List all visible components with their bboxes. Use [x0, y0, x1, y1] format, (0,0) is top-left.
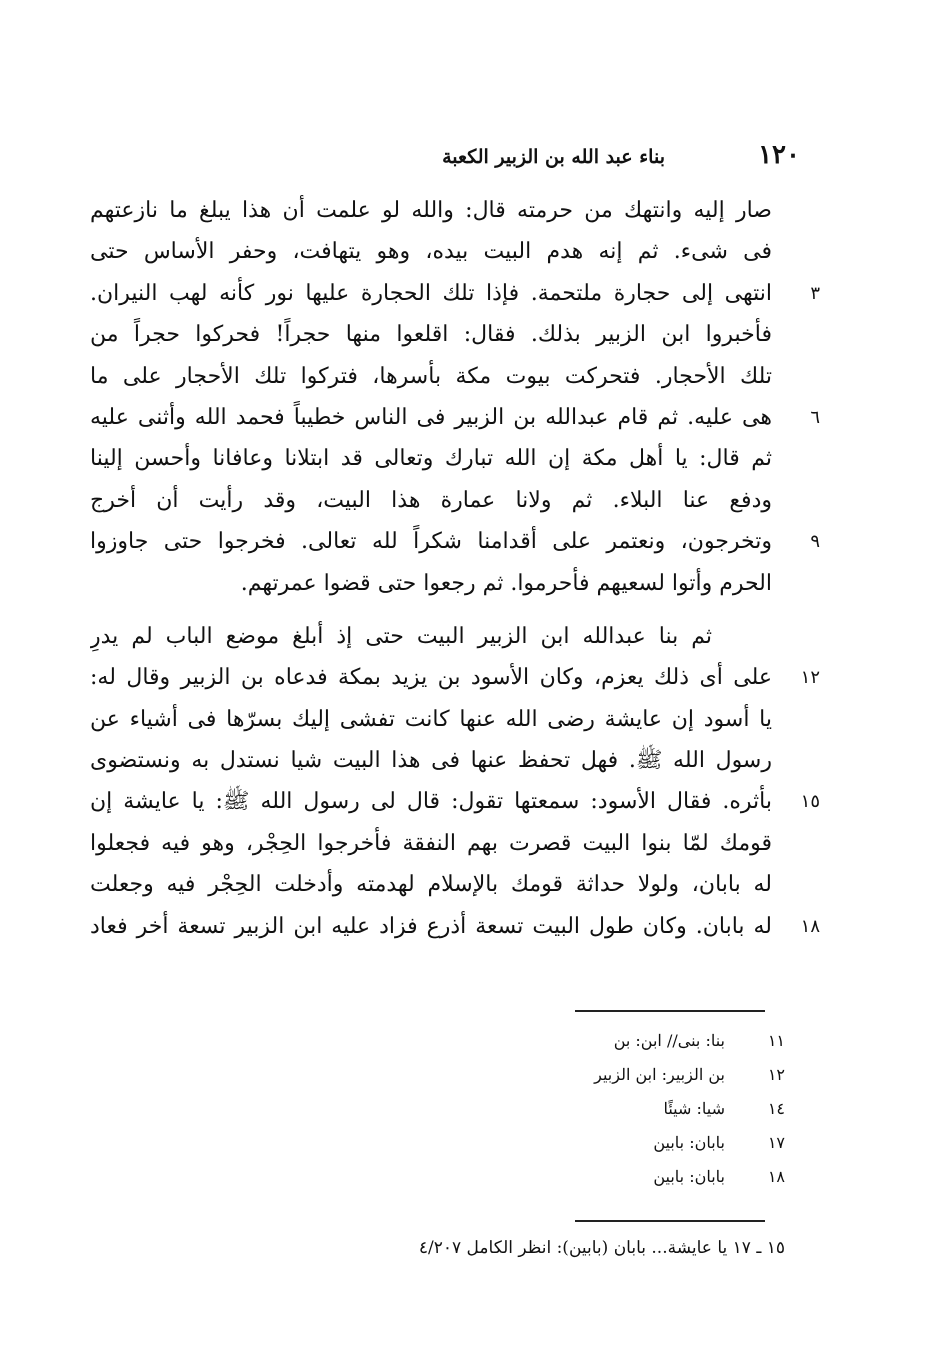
variant-text: بنا: بنى// ابن: بن [613, 1031, 725, 1050]
text-line [90, 864, 820, 905]
footnote: ١٥ ـ ١٧ يا عايشة... بابان (بابين): انظر الكامل ٤/٢٠٧ [418, 1238, 785, 1258]
main-text [90, 190, 820, 947]
line-number: ١٢ [800, 667, 820, 689]
variant-line-number: ١١ [767, 1031, 785, 1050]
line-text: بأثره. فقال الأسود: سمعتها تقول: قال لى رسول الله ﷺ: يا عايشة إن [90, 789, 772, 815]
variant-text: بابان: بابين [653, 1133, 725, 1152]
text-line [90, 563, 820, 604]
footnote-divider [575, 1220, 765, 1222]
text-line [90, 314, 820, 355]
line-text: قومك لمّا بنوا البيت قصرت بهم النفقة فأخرجوا الحِجْر، وهو فيه فجعلوا [90, 830, 772, 856]
text-line [90, 657, 820, 698]
text-line [90, 616, 820, 657]
text-line [90, 480, 820, 521]
text-line [90, 699, 820, 740]
variant-line-number: ١٤ [767, 1099, 785, 1118]
line-text: انتهى إلى حجارة ملتحمة. فإذا تلك الحجارة عليها نور كأنه لهب النيران. [90, 280, 772, 306]
line-text: فأخبروا ابن الزبير بذلك. فقال: اقلعوا منها حجراً! فحركوا حجراً من [90, 322, 772, 348]
line-text: ثم بنا عبدالله ابن الزبير البيت حتى إذ أبلغ موضع الباب لم يدرِ [90, 623, 712, 649]
line-text: ودفع عنا البلاء. ثم ولانا عمارة هذا البيت، وقد رأيت أن أخرج [90, 487, 772, 513]
variant-line-number: ١٨ [767, 1167, 785, 1186]
text-line [90, 740, 820, 781]
line-text: يا أسود إن عايشة رضى الله عنها كانت تفشى إليك بسرّها فى أشياء عن [90, 706, 772, 732]
variant-entry [560, 1058, 785, 1092]
variant-text: بن الزبير: ابن الزبير [594, 1065, 725, 1084]
line-number: ١٥ [800, 791, 820, 813]
line-number: ٦ [810, 406, 820, 428]
line-text: على أى ذلك يعزم، وكان الأسود بن يزيد بمكة فدعاه بن الزبير وقال له: [90, 665, 772, 691]
apparatus-divider [575, 1010, 765, 1012]
text-line [90, 781, 820, 822]
line-number: ٩ [810, 531, 820, 553]
line-text: فى شىء. ثم إنه هدم البيت بيده، وهو يتهافت، وحفر الأساس حتى [90, 239, 772, 265]
line-text: رسول الله ﷺ. فهل تحفظ عنها فى هذا البيت شيا نستدل به ونستضوى [90, 748, 772, 774]
line-number: ١٨ [800, 915, 820, 937]
variant-readings [560, 1024, 785, 1194]
text-line [90, 231, 820, 272]
page-number: ١٢٠ [758, 140, 800, 170]
variant-entry [560, 1092, 785, 1126]
text-line [90, 521, 820, 562]
variant-line-number: ١٧ [767, 1133, 785, 1152]
running-title: بناء عبد الله بن الزبير الكعبة [442, 146, 665, 168]
text-line [90, 438, 820, 479]
variant-entry [560, 1160, 785, 1194]
text-line [90, 397, 820, 438]
line-number: ٣ [810, 282, 820, 304]
variant-entry [560, 1126, 785, 1160]
line-text: ثم قال: يا أهل مكة إن الله تبارك وتعالى قد ابتلانا وعافانا وأحسن إلينا [90, 446, 772, 472]
line-text: صار إليه وانتهك من حرمته قال: والله لو علمت أن هذا يبلغ ما نازعتهم [90, 198, 772, 223]
paragraph-gap [90, 604, 820, 616]
variant-line-number: ١٢ [767, 1065, 785, 1084]
line-text: له بابان، ولولا حداثة قومك بالإسلام لهدمته وأدخلت الحِجْر فيه وجعلت [90, 872, 772, 898]
line-text: تلك الأحجار. فتحركت بيوت مكة بأسرها، فتركوا تلك الأحجار على ما [90, 363, 772, 389]
line-text: هى عليه. ثم قام عبدالله بن الزبير فى الناس خطيباً فحمد الله وأثنى عليه [90, 404, 772, 430]
line-text: وتخرجون، ونعتمر على أقدامنا شكراً لله تعالى. فخرجوا حتى جاوزوا [90, 529, 772, 555]
text-line [90, 823, 820, 864]
variant-text: بابان: بابين [653, 1167, 725, 1186]
variant-entry [560, 1024, 785, 1058]
page-header [300, 140, 800, 180]
text-line [90, 190, 820, 231]
line-text: له بابان. وكان طول البيت تسعة أذرع فزاد عليه ابن الزبير تسعة أخر فعاد [90, 913, 772, 939]
text-line [90, 356, 820, 397]
variant-text: شيا: شيئًا [663, 1099, 725, 1118]
text-line [90, 906, 820, 947]
text-line [90, 273, 820, 314]
line-text: الحرم وأتوا لسعيهم فأحرموا. ثم رجعوا حتى قضوا عمرتهم. [240, 570, 772, 596]
